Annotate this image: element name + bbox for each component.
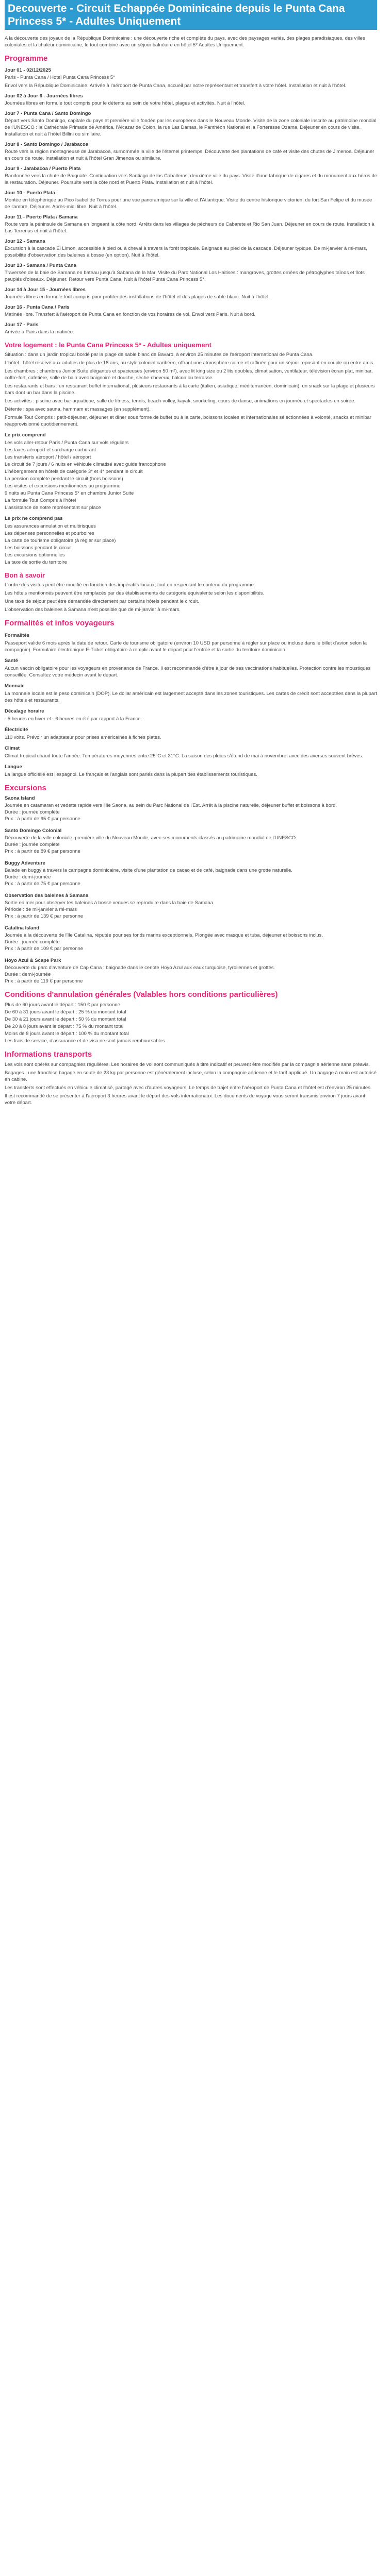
excursion-line: Prix : à partir de 109 € par personne <box>5 946 84 952</box>
day-text: Journées libres en formule tout compris pour profiter des installations de l'hôtel et des plages de sable blanc. Nuit à l'hôtel. <box>5 294 270 300</box>
day-title: Jour 13 - Samana / Punta Cana <box>5 263 76 268</box>
excursion-name: Observation des baleines à Samana <box>5 893 89 899</box>
transport-paragraph: Bagages : une franchise bagage en soute de 23 kg par personne est généralement incluse, selon la compagnie aérienne et le tarif appliqué. Un bagage à main est autorisé en cabine. <box>5 1070 377 1082</box>
formalite-head: Climat <box>5 745 20 751</box>
excursions-list <box>5 795 377 985</box>
exclus-section <box>5 515 377 566</box>
day-block <box>5 214 377 234</box>
hotel-paragraph: Détente : spa avec sauna, hammam et massages (en supplément). <box>5 406 151 412</box>
bon-savoir-paragraph: L'observation des baleines à Samana n'est possible que de mi-janvier à mi-mars. <box>5 607 181 613</box>
excursion-name: Santo Domingo Colonial <box>5 828 62 834</box>
day-block <box>5 165 377 186</box>
hotel-section <box>5 341 377 428</box>
inclus-list <box>5 439 377 511</box>
day-text: Montée en téléphérique au Pico Isabel de Torres pour une vue panoramique sur la ville et l'Atlantique. Visite du centre historique victorien, du fort San Felipe et du musée de l'ambre. Déjeuner. Après-midi libre. Nuit à l'hôtel. <box>5 197 372 210</box>
excursion-line: Journée à la découverte de l'île Catalina, réputée pour ses fonds marins exceptionnels. Plongée avec masque et tuba, déjeuner et boissons inclus. <box>5 933 323 938</box>
day-title: Jour 11 - Puerto Plata / Samana <box>5 214 78 220</box>
excursions-title: Excursions <box>5 784 46 792</box>
inclus-item: Les visites et excursions mentionnées au programme <box>5 483 121 489</box>
formalite-head: Formalités <box>5 633 30 638</box>
formalite-block <box>5 708 377 722</box>
excursion-entry <box>5 892 377 920</box>
excursion-line: Durée : demi-journée <box>5 874 51 880</box>
hotel-paragraph: Les restaurants et bars : un restaurant buffet international, plusieurs restaurants à la carte (italien, asiatique, méditerranéen, dominicain), un snack sur la plage et plusieurs bars dont un bar dans la piscine. <box>5 383 375 396</box>
condition-line: Plus de 60 jours avant le départ : 150 € par personne <box>5 1002 120 1008</box>
excursion-line: Prix : à partir de 139 € par personne <box>5 913 84 919</box>
transport-paragraph: Les transferts sont effectués en véhicule climatisé, partagé avec d'autres voyageurs. Le temps de trajet entre l'aéroport de Punta Cana et l'hôtel est d'environ 25 minutes. <box>5 1085 372 1091</box>
excursions-section <box>5 783 377 985</box>
transport-paragraph: Les vols sont opérés sur compagnies régulières. Les horaires de vol sont communiqués à titre indicatif et peuvent être modifiés par la compagnie aérienne sans préavis. <box>5 1062 370 1067</box>
exclus-item: La carte de tourisme obligatoire (à régler sur place) <box>5 538 116 544</box>
exclus-item: Les boissons pendant le circuit <box>5 545 72 551</box>
formalite-head: Monnaie <box>5 683 25 689</box>
excursion-name: Buggy Adventure <box>5 860 45 866</box>
excursion-line: Journée en catamaran et vedette rapide vers l'île Saona, au sein du Parc National de l'Est. Arrêt à la piscine naturelle, déjeuner buffet et boissons à bord. <box>5 803 337 808</box>
excursion-line: Durée : journée complète <box>5 809 60 815</box>
excursion-line: Prix : à partir de 75 € par personne <box>5 881 80 887</box>
excursion-line: Prix : à partir de 89 € par personne <box>5 849 80 854</box>
day-text: Excursion à la cascade El Limon, accessible à pied ou à cheval à travers la forêt tropicale. Baignade au pied de la cascade. Déjeuner typique. De mi-janvier à mi-mars, possibilité d'observation des baleines à bosse (en option). Nuit à l'hôtel. <box>5 246 367 258</box>
excursion-line: Découverte de la ville coloniale, première ville du Nouveau Monde, avec ses monuments classés au patrimoine mondial de l'UNESCO. <box>5 835 297 841</box>
excursion-line: Sortie en mer pour observer les baleines à bosse venues se reproduire dans la baie de Samana. <box>5 900 215 906</box>
formalite-head: Décalage horaire <box>5 708 44 714</box>
hotel-title: Votre logement : le Punta Cana Princess 5* - Adultes uniquement <box>5 341 211 349</box>
exclus-item: La taxe de sortie du territoire <box>5 560 67 565</box>
excursion-entry <box>5 795 377 822</box>
day-block <box>5 141 377 162</box>
condition-line: Les frais de service, d'assurance et de visa ne sont jamais remboursables. <box>5 1038 167 1044</box>
excursion-line: Durée : journée complète <box>5 939 60 945</box>
day-block <box>5 67 377 89</box>
inclus-title: Le prix comprend <box>5 432 46 438</box>
exclus-item: Les assurances annulation et multirisques <box>5 523 96 529</box>
hotel-description <box>5 351 377 428</box>
day-block <box>5 286 377 300</box>
condition-line: De 30 à 21 jours avant le départ : 50 % du montant total <box>5 1016 126 1022</box>
excursion-line: Balade en buggy à travers la campagne dominicaine, visite d'une plantation de cacao et de café, baignade dans une grotte naturelle. <box>5 868 292 873</box>
formalite-text: Aucun vaccin obligatoire pour les voyageurs en provenance de France. Il est recommandé d'être à jour de ses vaccinations habituelles. Protection contre les moustiques conseillée. Consultez votre médecin avant le départ. <box>5 666 371 678</box>
day-title: Jour 02 à Jour 6 - Journées libres <box>5 93 83 99</box>
formalites-title: Formalités et infos voyageurs <box>5 619 115 628</box>
excursion-line: Période : de mi-janvier à mi-mars <box>5 907 77 912</box>
formalite-block <box>5 657 377 679</box>
excursion-line: Prix : à partir de 119 € par personne <box>5 978 83 984</box>
day-block <box>5 262 377 283</box>
day-title: Jour 12 - Samana <box>5 239 45 244</box>
page-title: Decouverte - Circuit Echappée Dominicaine depuis le Punta Cana Princess 5* - Adultes Uniquement <box>5 0 377 30</box>
inclus-item: Les transferts aéroport / hôtel / aéroport <box>5 454 91 460</box>
exclus-title: Le prix ne comprend pas <box>5 516 63 521</box>
day-text: Matinée libre. Transfert à l'aéroport de Punta Cana en fonction de vos horaires de vol. Envol vers Paris. Nuit à bord. <box>5 312 256 317</box>
day-block <box>5 321 377 335</box>
bon-savoir-section <box>5 571 377 613</box>
condition-line: De 20 à 8 jours avant le départ : 75 % du montant total <box>5 1024 124 1029</box>
day-block <box>5 110 377 138</box>
day-block <box>5 190 377 210</box>
transport-title: Informations transports <box>5 1050 92 1059</box>
day-text: Envol vers la République Dominicaine. Arrivée à l'aéroport de Punta Cana, accueil par notre représentant et transfert à votre hôtel. Installation et nuit à l'hôtel. <box>5 83 347 89</box>
formalite-text: La monnaie locale est le peso dominicain (DOP). Le dollar américain est largement accepté dans les zones touristiques. Les cartes de crédit sont acceptées dans la plupart des hôtels et restaurants. <box>5 691 377 703</box>
inclus-item: 9 nuits au Punta Cana Princess 5* en chambre Junior Suite <box>5 490 134 496</box>
day-block <box>5 304 377 318</box>
inclus-section <box>5 432 377 511</box>
day-text: Route vers la région montagneuse de Jarabacoa, surnommée la ville de l'éternel printemps. Découverte des plantations de café et visite des chutes de Jimenoa. Déjeuner en cours de route. Installation et nuit à l'hôtel Gran Jimenoa ou similaire. <box>5 149 374 161</box>
day-title: Jour 10 - Puerto Plata <box>5 190 55 196</box>
day-text: Journées libres en formule tout compris pour le détente au sein de votre hôtel, plages et activités. Nuit à l'hôtel. <box>5 100 246 106</box>
condition-line: Moins de 8 jours avant le départ : 100 % du montant total <box>5 1031 129 1037</box>
transport-section <box>5 1049 377 1106</box>
formalite-block <box>5 632 377 653</box>
day-title: Jour 7 - Punta Cana / Santo Domingo <box>5 111 91 116</box>
conditions-section <box>5 990 377 1044</box>
day-title: Jour 8 - Santo Domingo / Jarabacoa <box>5 142 89 147</box>
excursion-entry <box>5 827 377 855</box>
excursion-entry <box>5 925 377 952</box>
formalites-blocks <box>5 632 377 778</box>
formalite-text: La langue officielle est l'espagnol. Le français et l'anglais sont parlés dans la plupart des établissements touristiques. <box>5 772 257 777</box>
inclus-item: Les vols aller-retour Paris / Punta Cana sur vols réguliers <box>5 440 129 446</box>
formalite-text: Passeport valide 6 mois après la date de retour. Carte de tourisme obligatoire (environ 10 USD par personne à régler sur place ou incluse dans le billet d'avion selon la compagnie). Formulaire électronique E-Ticket obligatoire à remplir avant le départ pour l'entrée et la sortie du territoire dominicain. <box>5 640 367 653</box>
day-title: Jour 01 - 02/12/2025 <box>5 67 51 73</box>
formalite-block <box>5 764 377 778</box>
formalite-head: Santé <box>5 658 18 664</box>
day-text: Randonnée vers la chute de Baiguate. Continuation vers Santiago de los Caballeros, deuxième ville du pays. Visite d'une fabrique de cigares et du monument aux héros de la restauration. Déjeuner. Poursuite vers la côte nord et Puerto Plata. Installation et nuit à l'hôtel. <box>5 173 377 185</box>
intro-text: A la découverte des joyaux de la République Dominicaine : une découverte riche et complète du pays, avec des paysages variés, des plages paradisiaques, des villes coloniales et la chaleur dominicaine, le tout combiné avec un séjour balnéaire en hôtel 5* Adultes Uniquement. <box>5 36 365 48</box>
day-text: Paris - Punta Cana / Hotel Punta Cana Princess 5* <box>5 75 115 80</box>
bon-savoir-paragraph: L'ordre des visites peut être modifié en fonction des impératifs locaux, tout en respectant le contenu du programme. <box>5 582 255 588</box>
excursion-name: Saona Island <box>5 795 35 801</box>
day-text: Traversée de la baie de Samana en bateau jusqu'à Sabana de la Mar. Visite du Parc National Los Haitises : mangroves, grottes ornées de pétroglyphes taïnos et îlots peuplés d'oiseaux. Déjeuner. Retour vers Punta Cana. Nuit à l'hôtel Punta Cana Princess 5*. <box>5 270 365 282</box>
hotel-paragraph: L'hôtel : hôtel réservé aux adultes de plus de 18 ans, au style colonial caribéen, offrant une atmosphère calme et raffinée pour un séjour reposant en couple ou entre amis. <box>5 360 375 366</box>
day-title: Jour 16 - Punta Cana / Paris <box>5 304 70 310</box>
day-block <box>5 93 377 107</box>
formalite-text: - 5 heures en hiver et - 6 heures en été par rapport à la France. <box>5 716 142 722</box>
formalite-head: Électricité <box>5 727 28 733</box>
condition-line: De 60 à 31 jours avant le départ : 25 % du montant total <box>5 1009 126 1015</box>
transport-text <box>5 1061 377 1106</box>
conditions-title: Conditions d'annulation générales (Valables hors conditions particulières) <box>5 990 278 999</box>
day-title: Jour 14 à Jour 15 - Journées libres <box>5 287 86 293</box>
inclus-item: Le circuit de 7 jours / 6 nuits en véhicule climatisé avec guide francophone <box>5 462 166 467</box>
day-text: Départ vers Santo Domingo, capitale du pays et première ville fondée par les européens dans le Nouveau Monde. Visite de la zone coloniale inscrite au patrimoine mondial de l'UNESCO : la Cathédrale Primada de América, l'Alcazar de Colon, la rue Las Damas, le Panthéon National et la Forteresse Ozama. Déjeuner en cours de visite. Installation et nuit à l'hôtel Billini ou similaire. <box>5 118 377 137</box>
excursion-line: Durée : journée complète <box>5 842 60 848</box>
formalite-head: Langue <box>5 764 22 770</box>
hotel-paragraph: Situation : dans un jardin tropical bordé par la plage de sable blanc de Bavaro, à environ 25 minutes de l'aéroport international de Punta Cana. <box>5 352 314 358</box>
day-block <box>5 238 377 259</box>
programme-title: Programme <box>5 54 48 63</box>
page <box>0 0 382 1118</box>
excursion-line: Découverte du parc d'aventure de Cap Cana : baignade dans le cenote Hoyo Azul aux eaux turquoise, tyroliennes et grottes. <box>5 965 275 971</box>
day-title: Jour 17 - Paris <box>5 322 39 328</box>
excursion-name: Catalina Island <box>5 925 40 931</box>
formalite-block <box>5 745 377 759</box>
conditions-lines <box>5 1002 377 1044</box>
inclus-item: La pension complète pendant le circuit (hors boissons) <box>5 476 123 482</box>
formalite-block <box>5 726 377 741</box>
excursion-line: Prix : à partir de 95 € par personne <box>5 816 80 822</box>
programme-section <box>5 54 377 335</box>
day-title: Jour 9 - Jarabacoa / Puerto Plata <box>5 166 81 172</box>
formalite-block <box>5 683 377 704</box>
inclus-item: La formule Tout Compris à l'hôtel <box>5 498 76 503</box>
hotel-paragraph: Les chambres : chambres Junior Suite élégantes et spacieuses (environ 50 m²), avec lit king size ou 2 lits doubles, climatisation, ventilateur, télévision écran plat, minibar, coffre-fort, cafetière, salle de bain avec baignoire et douche, sèche-cheveux, balcon ou terrasse. <box>5 368 373 381</box>
hotel-paragraph: Formule Tout Compris : petit-déjeuner, déjeuner et dîner sous forme de buffet ou à la carte, boissons locales et internationales sélectionnées à volonté, snacks et minibar réapprovisionné quotidiennement. <box>5 415 371 427</box>
exclus-list <box>5 523 377 566</box>
excursion-entry <box>5 957 377 985</box>
excursion-line: Durée : demi-journée <box>5 972 51 977</box>
bon-savoir-paragraph: Les hôtels mentionnés peuvent être remplacés par des établissements de catégorie équivalente selon les disponibilités. <box>5 590 265 596</box>
programme-days <box>5 67 377 335</box>
bon-savoir-text <box>5 582 377 613</box>
bon-savoir-paragraph: Une taxe de séjour peut être demandée directement par certains hôtels pendant le circuit. <box>5 599 200 604</box>
inclus-item: Les taxes aéroport et surcharge carburant <box>5 447 96 453</box>
day-text: Route vers la péninsule de Samana en longeant la côte nord. Arrêts dans les villages de pêcheurs de Cabarete et Rio San Juan. Déjeuner en cours de route. Installation à Las Terrenas et nuit à l'hôtel. <box>5 222 374 234</box>
excursion-name: Hoyo Azul & Scape Park <box>5 958 61 963</box>
exclus-item: Les dépenses personnelles et pourboires <box>5 531 94 536</box>
excursion-entry <box>5 860 377 887</box>
bon-savoir-title: Bon à savoir <box>5 571 45 579</box>
inclus-item: L'hébergement en hôtels de catégorie 3* et 4* pendant le circuit <box>5 469 143 474</box>
day-text: Arrivée à Paris dans la matinée. <box>5 329 74 335</box>
transport-paragraph: Il est recommandé de se présenter à l'aéroport 3 heures avant le départ des vols internationaux. Les documents de voyage vous seront transmis environ 7 jours avant votre départ. <box>5 1093 365 1106</box>
formalites-section <box>5 618 377 778</box>
formalite-text: Climat tropical chaud toute l'année. Températures moyennes entre 25°C et 31°C. La saison des pluies s'étend de mai à novembre, avec des averses souvent brèves. <box>5 753 363 759</box>
formalite-text: 110 volts. Prévoir un adaptateur pour prises américaines à fiches plates. <box>5 735 161 740</box>
hotel-paragraph: Les activités : piscine avec bar aquatique, salle de fitness, tennis, beach-volley, kayak, snorkeling, cours de danse, animations en journée et spectacles en soirée. <box>5 398 355 404</box>
inclus-item: L'assistance de notre représentant sur place <box>5 505 101 511</box>
exclus-item: Les excursions optionnelles <box>5 552 65 558</box>
